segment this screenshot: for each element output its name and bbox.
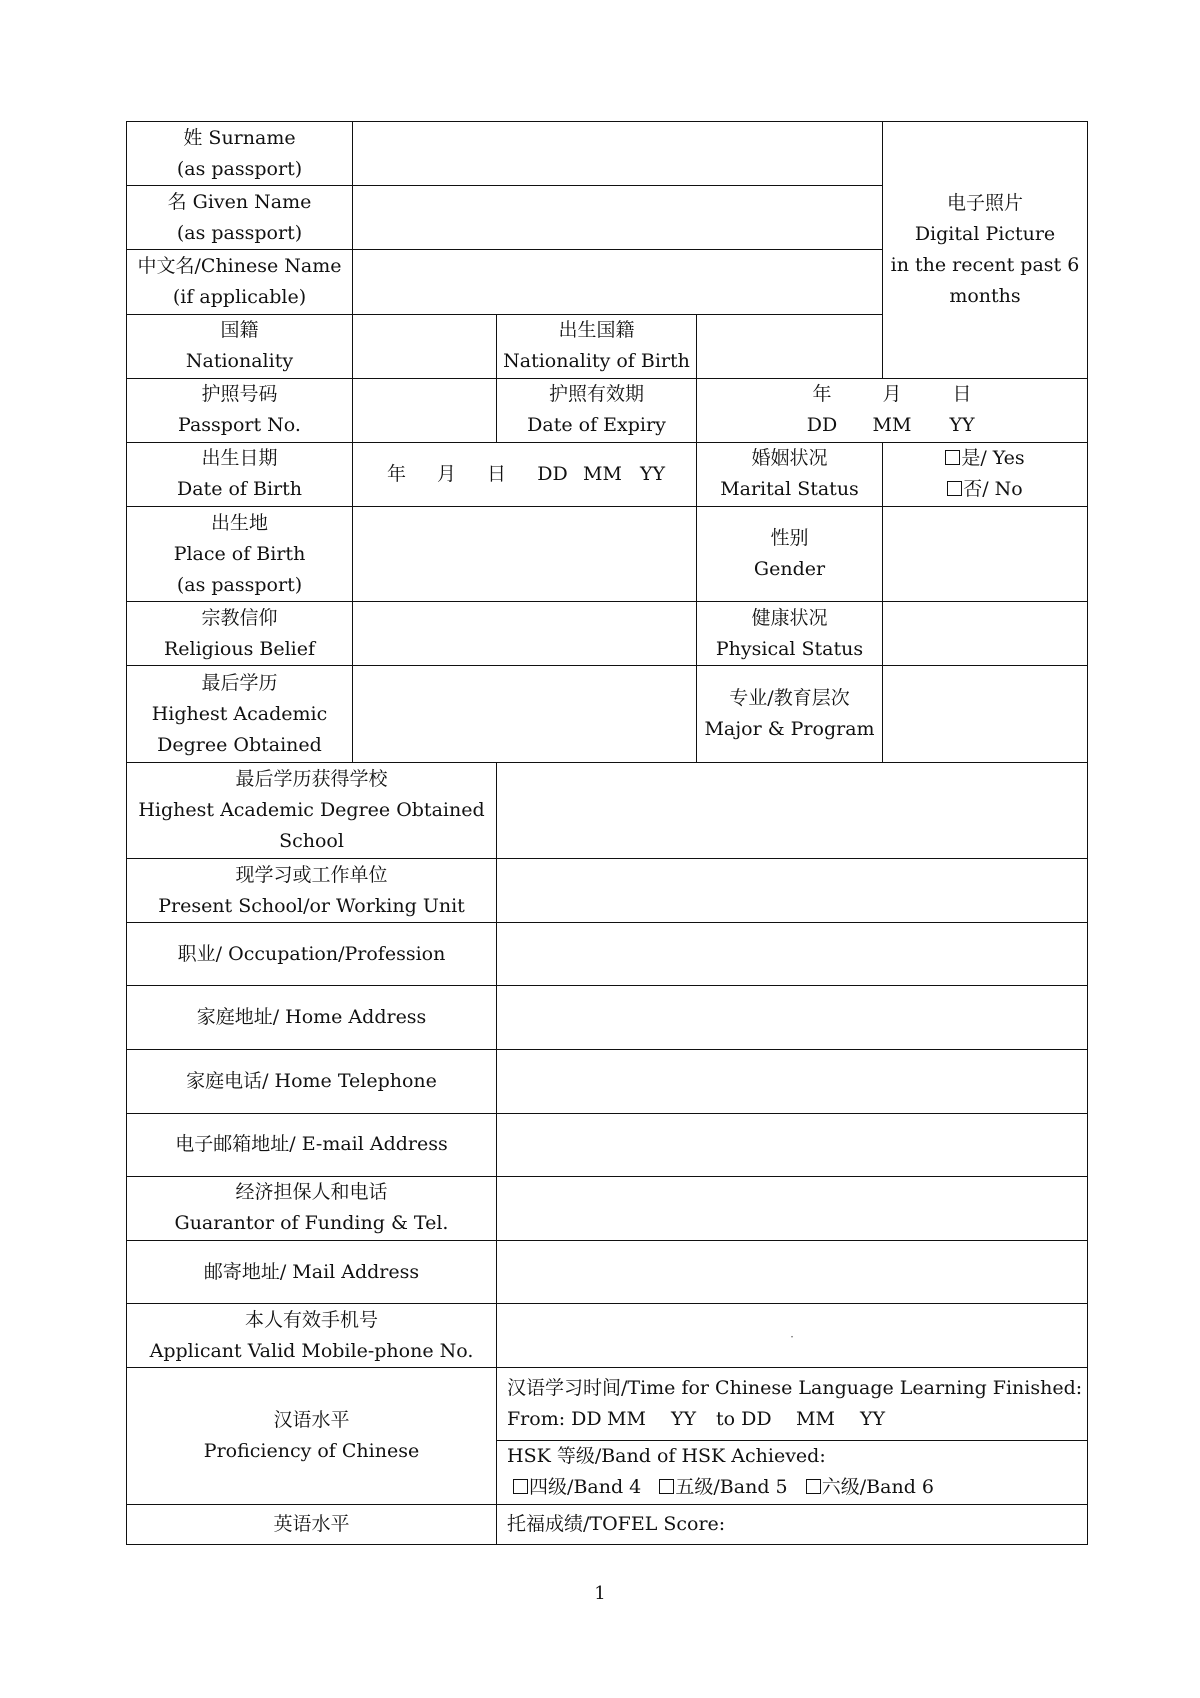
chinese-proficiency-label: 汉语水平 Proficiency of Chinese — [127, 1368, 497, 1504]
photo-box[interactable]: 电子照片 Digital Picture in the recent past 6 months — [883, 122, 1088, 379]
nationality-label: 国籍 Nationality — [127, 314, 353, 378]
highest-degree-label: 最后学历 Highest Academic Degree Obtained — [127, 666, 353, 762]
physical-status-label: 健康状况 Physical Status — [697, 602, 883, 666]
hsk-band-5-option[interactable]: 五级/Band 5 — [659, 1476, 787, 1498]
occupation-label: 职业/ Occupation/Profession — [127, 923, 497, 986]
physical-status-field[interactable] — [883, 602, 1088, 666]
given-name-label: 名 Given Name (as passport) — [127, 186, 353, 250]
email-label: 电子邮箱地址/ E-mail Address — [127, 1113, 497, 1176]
guarantor-field[interactable] — [497, 1176, 1088, 1240]
nationality-of-birth-field[interactable] — [697, 314, 883, 378]
application-form-table — [126, 121, 1088, 1545]
home-address-label: 家庭地址/ Home Address — [127, 986, 497, 1049]
nationality-of-birth-label: 出生国籍 Nationality of Birth — [497, 314, 697, 378]
marital-yes-option[interactable]: 是/ Yes — [887, 443, 1083, 474]
page-number: 1 — [594, 1583, 606, 1604]
given-name-field[interactable] — [353, 186, 883, 250]
mobile-label: 本人有效手机号 Applicant Valid Mobile-phone No. — [127, 1304, 497, 1368]
surname-field[interactable] — [353, 122, 883, 186]
present-school-label: 现学习或工作单位 Present School/or Working Unit — [127, 859, 497, 923]
marital-status-label: 婚姻状况 Marital Status — [697, 442, 883, 506]
date-of-expiry-label: 护照有效期 Date of Expiry — [497, 378, 697, 442]
hsk-band-6-option[interactable]: 六级/Band 6 — [806, 1476, 934, 1498]
chinese-learning-time[interactable]: 汉语学习时间/Time for Chinese Language Learning Finished: From: DD MM YY to DD MM YY — [497, 1368, 1088, 1440]
degree-school-label: 最后学历获得学校 Highest Academic Degree Obtained School — [127, 762, 497, 858]
degree-school-field[interactable] — [497, 762, 1088, 858]
checkbox-icon[interactable] — [513, 1479, 528, 1494]
email-field[interactable] — [497, 1113, 1088, 1176]
major-program-label: 专业/教育层次 Major & Program — [697, 666, 883, 762]
tofel-score-field[interactable]: 托福成绩/TOFEL Score: — [497, 1504, 1088, 1544]
date-of-birth-field[interactable]: 年 月 日 DD MM YY — [353, 442, 697, 506]
chinese-name-field[interactable] — [353, 250, 883, 314]
mail-address-label: 邮寄地址/ Mail Address — [127, 1241, 497, 1304]
marital-status-options — [883, 442, 1088, 506]
chinese-name-label: 中文名/Chinese Name (if applicable) — [127, 250, 353, 314]
checkbox-icon[interactable] — [806, 1479, 821, 1494]
home-address-field[interactable] — [497, 986, 1088, 1049]
occupation-field[interactable] — [497, 923, 1088, 986]
hsk-band-4-option[interactable]: 四级/Band 4 — [513, 1476, 641, 1498]
passport-no-field[interactable] — [353, 378, 497, 442]
gender-field[interactable] — [883, 507, 1088, 602]
gender-label: 性别 Gender — [697, 507, 883, 602]
mobile-field[interactable] — [497, 1304, 1088, 1368]
passport-no-label: 护照号码 Passport No. — [127, 378, 353, 442]
present-school-field[interactable] — [497, 859, 1088, 923]
date-of-birth-label: 出生日期 Date of Birth — [127, 442, 353, 506]
checkbox-icon[interactable] — [947, 481, 962, 496]
place-of-birth-field[interactable] — [353, 507, 697, 602]
highest-degree-field[interactable] — [353, 666, 697, 762]
place-of-birth-label: 出生地 Place of Birth (as passport) — [127, 507, 353, 602]
major-program-field[interactable] — [883, 666, 1088, 762]
home-telephone-field[interactable] — [497, 1049, 1088, 1113]
checkbox-icon[interactable] — [659, 1479, 674, 1494]
guarantor-label: 经济担保人和电话 Guarantor of Funding & Tel. — [127, 1176, 497, 1240]
mobile-field-mark: · — [790, 1330, 794, 1345]
surname-label: 姓 Surname (as passport) — [127, 122, 353, 186]
english-proficiency-label: 英语水平 — [127, 1504, 497, 1544]
home-telephone-label: 家庭电话/ Home Telephone — [127, 1049, 497, 1113]
nationality-field[interactable] — [353, 314, 497, 378]
religious-belief-field[interactable] — [353, 602, 697, 666]
religious-belief-label: 宗教信仰 Religious Belief — [127, 602, 353, 666]
date-of-expiry-field[interactable]: 年 月 日 DD MM YY — [697, 378, 1088, 442]
marital-no-option[interactable]: 否/ No — [887, 474, 1083, 505]
hsk-band: HSK 等级/Band of HSK Achieved: 四级/Band 4 五级/Band 5 六级/Band 6 — [497, 1440, 1088, 1504]
mail-address-field[interactable] — [497, 1241, 1088, 1304]
checkbox-icon[interactable] — [945, 450, 960, 465]
